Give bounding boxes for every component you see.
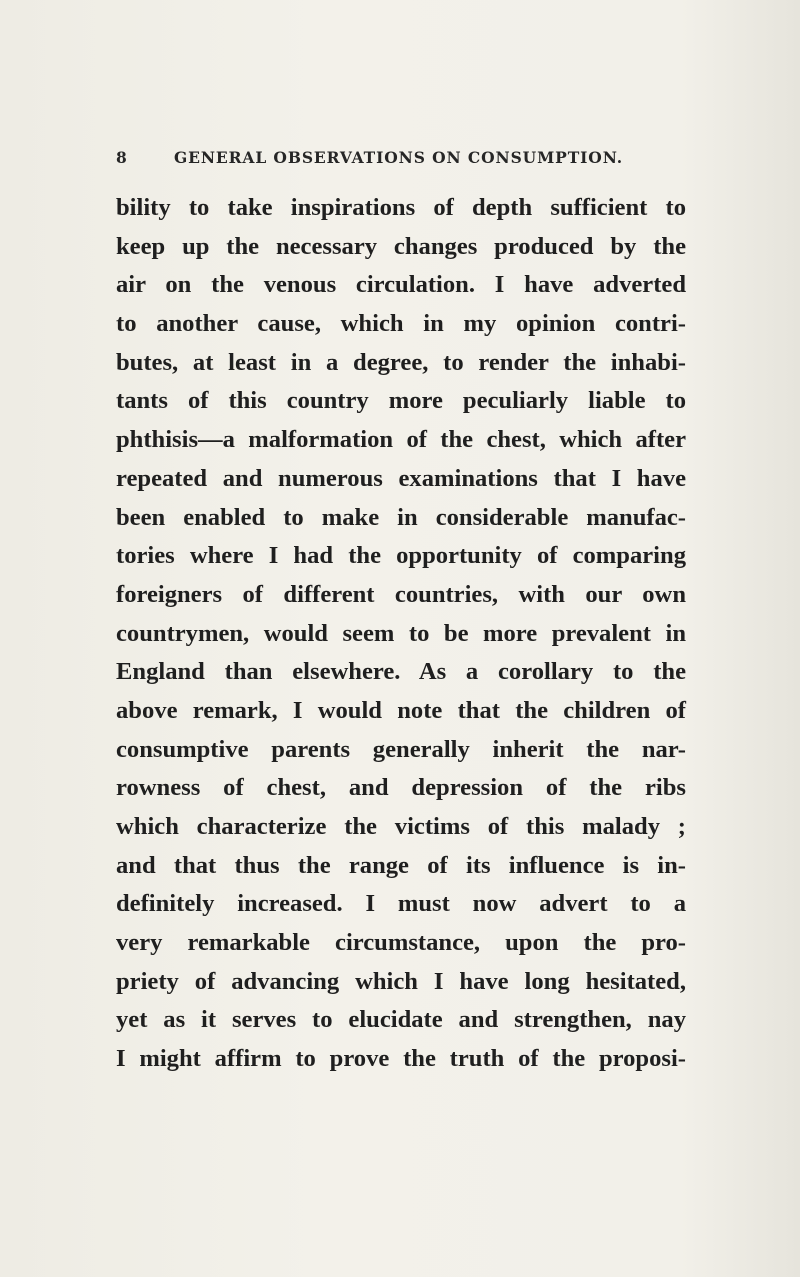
text-line-22: yet as it serves to elucidate and strengthen, nay	[116, 1006, 686, 1034]
page-header	[116, 148, 656, 172]
text-line-11: foreigners of different countries, with our own	[116, 580, 686, 608]
text-line-18: and that thus the range of its influence is in-	[116, 851, 686, 879]
text-line-13: England than elsewhere. As a corollary to the	[116, 658, 686, 686]
text-line-14: above remark, I would note that the children of	[116, 696, 686, 724]
text-line-12: countrymen, would seem to be more prevalent in	[116, 619, 686, 647]
text-line-5: butes, at least in a degree, to render the inhabi-	[116, 348, 686, 376]
text-line-17: which characterize the victims of this malady ;	[116, 813, 686, 840]
text-line-21: priety of advancing which I have long hesitated,	[116, 967, 686, 995]
text-line-9: been enabled to make in considerable manufac-	[116, 503, 686, 531]
body-text	[116, 189, 686, 1079]
text-line-7: phthisis—a malformation of the chest, which after	[116, 426, 686, 454]
text-line-6: tants of this country more peculiarly liable to	[116, 387, 686, 415]
running-title: GENERAL OBSERVATIONS ON CONSUMPTION.	[174, 148, 624, 167]
text-line-1: bility to take inspirations of depth sufficient to	[116, 194, 686, 221]
text-line-20: very remarkable circumstance, upon the pro-	[116, 929, 686, 957]
text-line-15: consumptive parents generally inherit the nar-	[116, 735, 686, 763]
text-line-4: to another cause, which in my opinion contri-	[116, 310, 686, 338]
text-line-23: I might affirm to prove the truth of the proposi-	[116, 1045, 686, 1073]
text-line-2: keep up the necessary changes produced by the	[116, 232, 686, 260]
text-line-19: definitely increased. I must now advert to a	[116, 890, 686, 918]
page-number: 8	[116, 148, 128, 167]
text-line-16: rowness of chest, and depression of the ribs	[116, 774, 686, 802]
text-line-3: air on the venous circulation. I have adverted	[116, 271, 686, 299]
text-line-10: tories where I had the opportunity of comparing	[116, 542, 686, 570]
text-line-8: repeated and numerous examinations that I have	[116, 464, 686, 492]
